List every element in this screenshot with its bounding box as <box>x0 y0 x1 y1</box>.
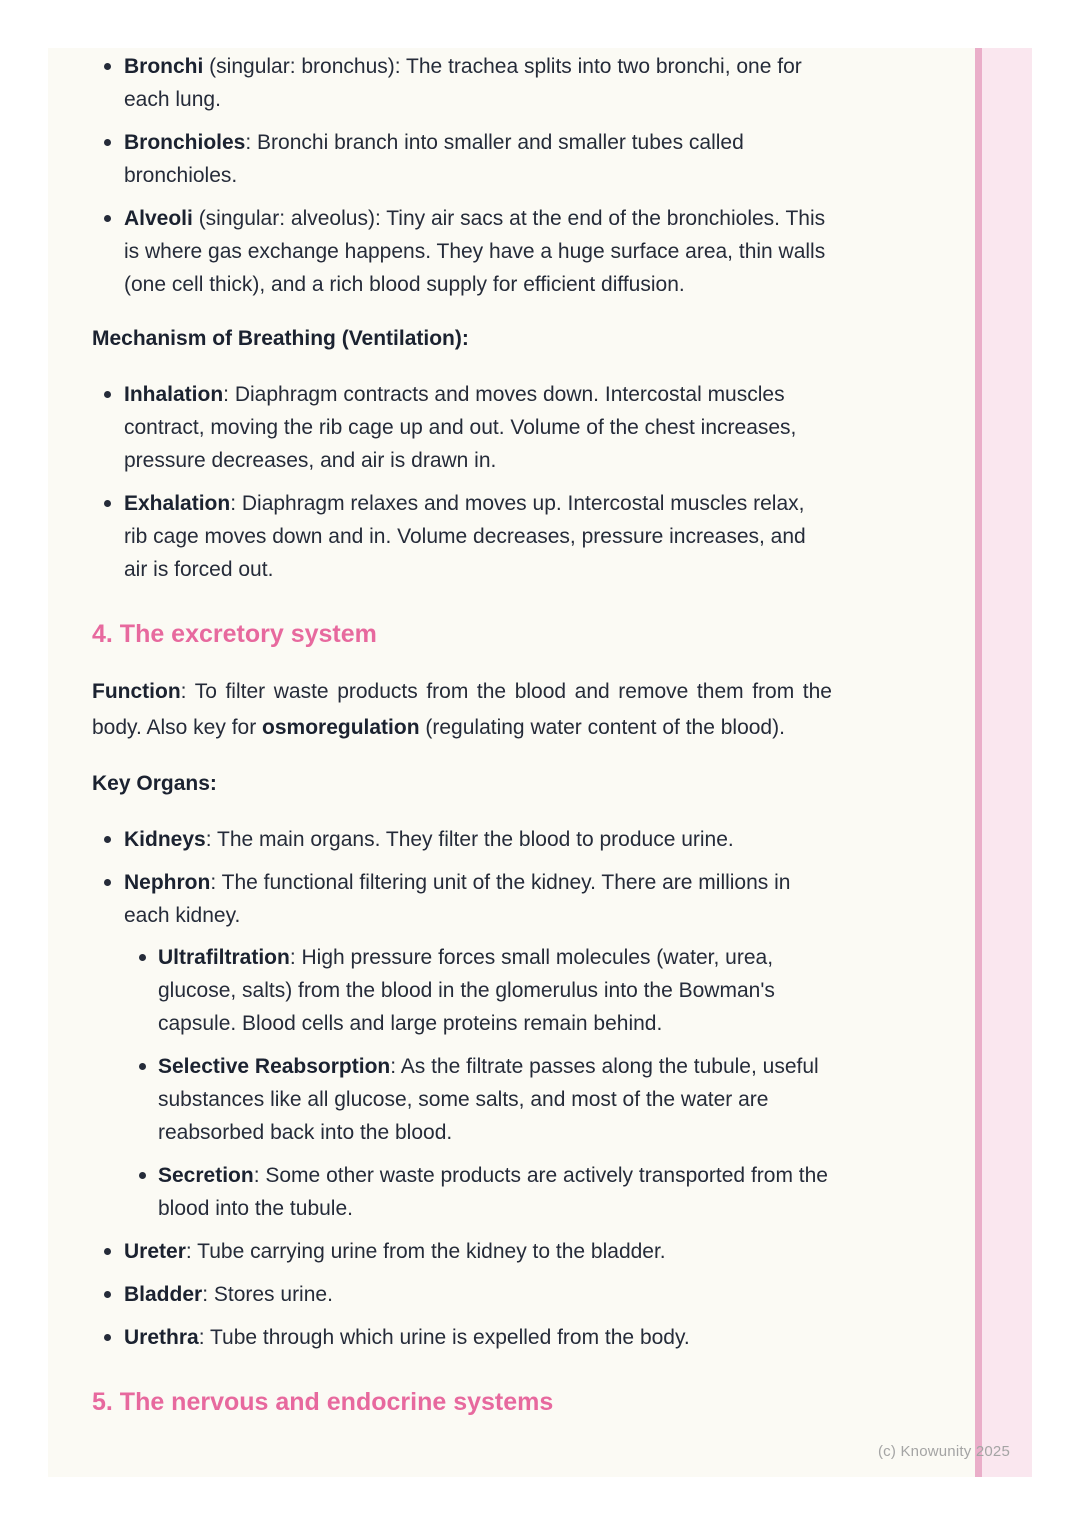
key-organs-heading: Key Organs: <box>92 772 217 795</box>
term-bladder: Bladder <box>124 1283 203 1306</box>
nephron-processes-list <box>124 941 832 1225</box>
list-item-ultrafiltration <box>158 941 832 1040</box>
term-inhalation: Inhalation <box>124 383 224 406</box>
list-item-bladder <box>124 1278 832 1311</box>
term-bronchioles: Bronchioles <box>124 131 246 154</box>
page-edge-line <box>975 48 982 1477</box>
section-title-nervous-endocrine-systems: 5. The nervous and endocrine systems <box>92 1388 554 1416</box>
list-item-text: (singular: alveolus): Tiny air sacs at the end of the bronchioles. This is where gas exchange happens. They have a huge surface area, thin walls (one cell thick), and a rich blood supply for efficient diffusion. <box>124 207 826 296</box>
section-title-excretory-system: 4. The excretory system <box>92 620 377 648</box>
term-kidneys: Kidneys <box>124 828 206 851</box>
list-item-nephron <box>124 866 832 1225</box>
list-item-text: : Diaphragm contracts and moves down. Intercostal muscles contract, moving the rib cage up and out. Volume of the chest increases, pressure decreases, and air is drawn in. <box>124 383 797 472</box>
list-item-text: : As the filtrate passes along the tubule, useful substances like all glucose, some salts, and most of the water are reabsorbed back into the blood. <box>158 1055 819 1144</box>
mechanism-of-breathing-heading: Mechanism of Breathing (Ventilation): <box>92 327 469 350</box>
list-item-kidneys <box>124 823 832 856</box>
list-item-alveoli <box>124 202 832 301</box>
list-item-urethra <box>124 1321 832 1354</box>
page-edge-strip <box>982 48 1032 1477</box>
list-item-bronchi <box>124 50 832 116</box>
document-content <box>92 50 832 1442</box>
list-item-exhalation <box>124 487 832 586</box>
function-paragraph <box>92 674 832 746</box>
term-secretion: Secretion <box>158 1164 254 1187</box>
list-item-ureter <box>124 1235 832 1268</box>
list-item-text: : High pressure forces small molecules (water, urea, glucose, salts) from the blood in the glomerulus into the Bowman's capsule. Blood cells and large proteins remain behind. <box>158 946 775 1035</box>
respiratory-structures-list <box>92 50 832 301</box>
breathing-mechanism-list <box>92 378 832 586</box>
term-osmoregulation: osmoregulation <box>262 716 420 739</box>
term-exhalation: Exhalation <box>124 492 231 515</box>
term-ureter: Ureter <box>124 1240 186 1263</box>
list-item-text: : The main organs. They filter the blood to produce urine. <box>205 828 734 851</box>
list-item-text: : Some other waste products are actively transported from the blood into the tubule. <box>158 1164 828 1220</box>
list-item-secretion <box>158 1159 832 1225</box>
term-ultrafiltration: Ultrafiltration <box>158 946 290 969</box>
list-item-selective-reabsorption <box>158 1050 832 1149</box>
key-organs-list <box>92 823 832 1354</box>
term-bronchi: Bronchi <box>124 55 204 78</box>
list-item-inhalation <box>124 378 832 477</box>
paragraph-text: : To filter waste products from the blood and remove them from the body. Also key for <box>92 680 832 739</box>
term-function: Function <box>92 680 181 703</box>
list-item-text: : Diaphragm relaxes and moves up. Intercostal muscles relax, rib cage moves down and in. Volume decreases, pressure increases, and air is forced out. <box>124 492 806 581</box>
list-item-text: : Tube carrying urine from the kidney to the bladder. <box>185 1240 666 1263</box>
list-item-bronchioles <box>124 126 832 192</box>
paragraph-text: (regulating water content of the blood). <box>419 716 785 739</box>
list-item-text: : Bronchi branch into smaller and smaller tubes called bronchioles. <box>124 131 744 187</box>
term-alveoli: Alveoli <box>124 207 193 230</box>
list-item-text: : The functional filtering unit of the kidney. There are millions in each kidney. <box>124 871 791 927</box>
list-item-text: : Tube through which urine is expelled from the body. <box>198 1326 690 1349</box>
term-selective-reabsorption: Selective Reabsorption <box>158 1055 391 1078</box>
watermark: (c) Knowunity 2025 <box>877 1443 1010 1460</box>
document-card <box>48 48 1032 1477</box>
term-urethra: Urethra <box>124 1326 199 1349</box>
list-item-text: (singular: bronchus): The trachea splits into two bronchi, one for each lung. <box>124 55 802 111</box>
term-nephron: Nephron <box>124 871 211 894</box>
list-item-text: : Stores urine. <box>202 1283 333 1306</box>
